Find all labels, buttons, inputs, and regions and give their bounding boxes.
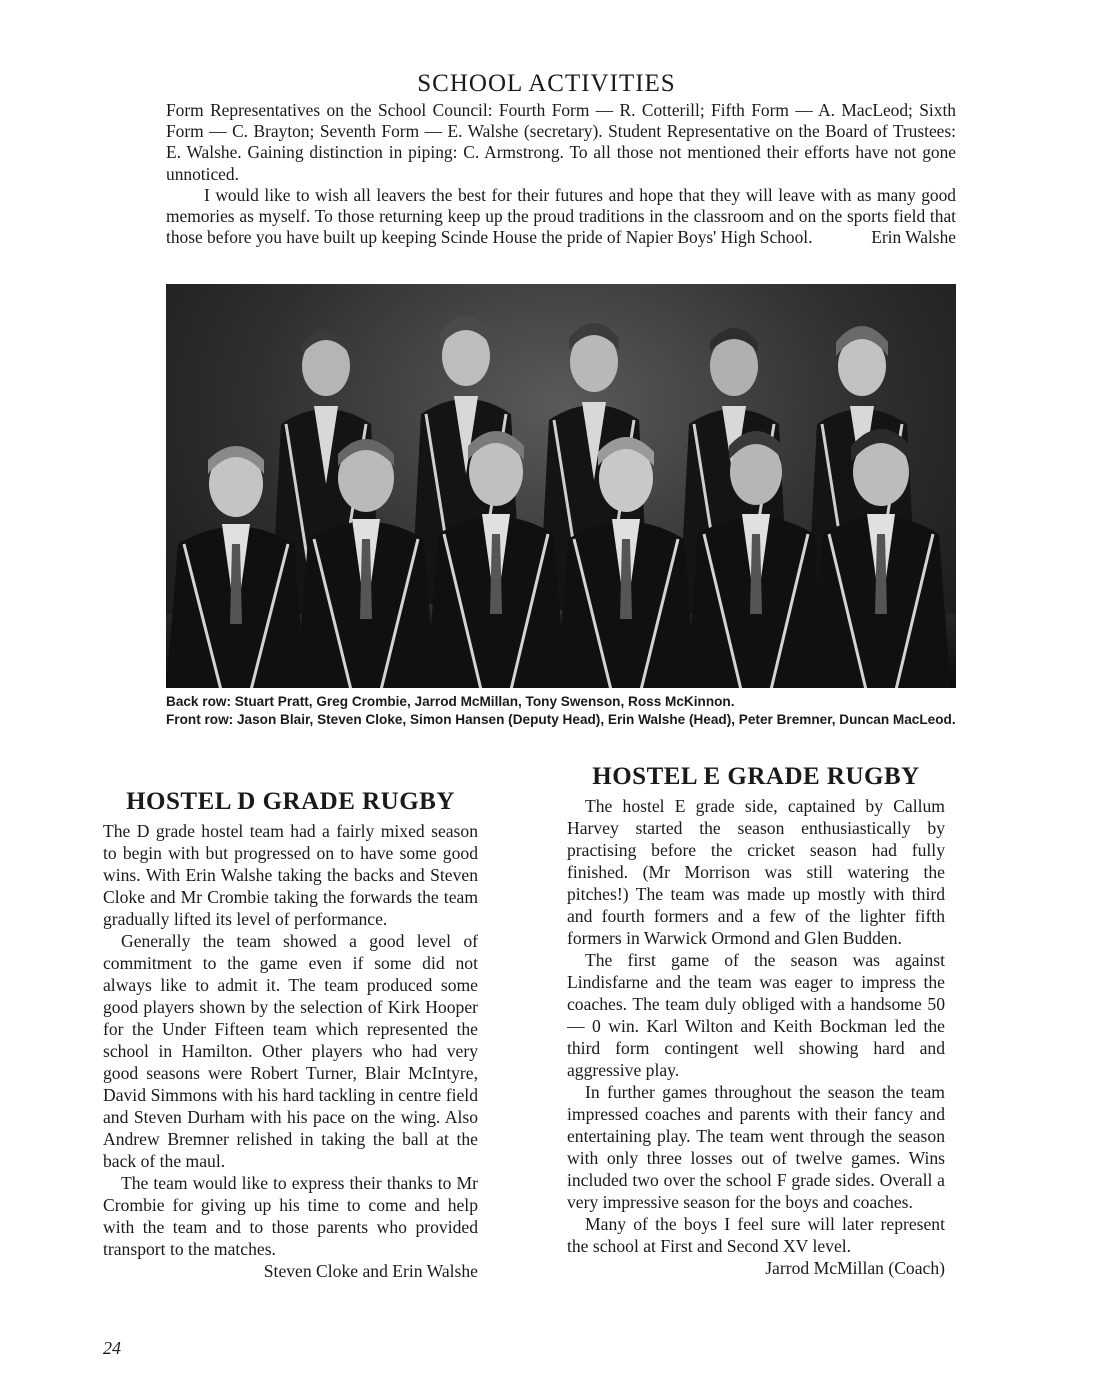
hostel-e-paragraph: In further games throughout the season the team impressed coaches and parents with their fancy and entertaining play. The team went through the season with only three losses out of twelve games. Wins included two over the school F grade sides. Overall a very impressive season for the boys and coaches. bbox=[567, 1082, 945, 1212]
team-photo bbox=[166, 284, 956, 688]
hostel-d-paragraph: Generally the team showed a good level of commitment to the game even if some did not always like to admit it. The team produced some good players shown by the selection of Kirk Hooper for the Under Fifteen team which represented the school in Hamilton. Other players who had very good seasons were Robert Turner, Blair McIntyre, David Simmons with his hard tackling in centre field and Steven Durham with his pace on the wing. Also Andrew Bremner relished in taking the ball at the back of the maul. bbox=[103, 931, 478, 1171]
intro-text bbox=[166, 100, 956, 249]
hostel-d-heading: HOSTEL D GRADE RUGBY bbox=[126, 788, 455, 815]
photo-caption bbox=[166, 693, 966, 728]
page-number: 24 bbox=[103, 1338, 121, 1358]
intro-paragraph-body: I would like to wish all leavers the best for their futures and hope that they will leave with as many good memories as myself. To those returning keep up the proud traditions in the classroom and on the sports field that those before you have built up keeping Scinde House the pride of Napier Boys' High School. bbox=[166, 184, 956, 248]
hostel-d-paragraph: The team would like to express their thanks to Mr Crombie for giving up his time to come and help with the team and to those parents who provided transport to the matches. bbox=[103, 1173, 478, 1259]
page-title: SCHOOL ACTIVITIES bbox=[417, 70, 676, 97]
intro-paragraph: Form Representatives on the School Council: Fourth Form — R. Cotterill; Fifth Form — A. MacLeod; Sixth Form — C. Brayton; Seventh Form — E. Walshe (secretary). Student Representative on the Board of Trustees: E. Walshe. Gaining distinction in piping: C. Armstrong. To all those not mentioned their efforts have not gone unnoticed. bbox=[166, 100, 956, 184]
hostel-e-article bbox=[567, 763, 945, 1279]
intro-signature: Erin Walshe bbox=[871, 227, 956, 248]
hostel-e-heading: HOSTEL E GRADE RUGBY bbox=[592, 763, 920, 790]
intro-paragraph bbox=[166, 185, 956, 249]
hostel-d-article bbox=[103, 788, 478, 1282]
hostel-d-signature: Steven Cloke and Erin Walshe bbox=[263, 1261, 478, 1281]
caption-back-row: Back row: Stuart Pratt, Greg Crombie, Jarrod McMillan, Tony Swenson, Ross McKinnon. bbox=[166, 694, 735, 709]
hostel-d-paragraph: The D grade hostel team had a fairly mixed season to begin with but progressed on to have some good wins. With Erin Walshe taking the backs and Steven Cloke and Mr Crombie taking the forwards the team gradually lifted its level of performance. bbox=[103, 821, 478, 929]
hostel-e-paragraph: The first game of the season was against Lindisfarne and the team was eager to impress the coaches. The team duly obliged with a handsome 50 — 0 win. Karl Wilton and Keith Bockman led the third form contingent well showing hard and aggressive play. bbox=[567, 950, 945, 1080]
caption-front-row: Front row: Jason Blair, Steven Cloke, Simon Hansen (Deputy Head), Erin Walshe (Head), Peter Bremner, Duncan MacLeod. bbox=[166, 711, 956, 727]
hostel-e-signature: Jarrod McMillan (Coach) bbox=[765, 1258, 945, 1278]
team-photo-illustration bbox=[166, 284, 956, 688]
hostel-e-paragraph: Many of the boys I feel sure will later represent the school at First and Second XV level. bbox=[567, 1214, 945, 1256]
hostel-e-paragraph: The hostel E grade side, captained by Callum Harvey started the season enthusiastically by practising before the cricket season had fully finished. (Mr Morrison was still watering the pitches!) The team was made up mostly with third and fourth formers and a few of the lighter fifth formers in Warwick Ormond and Glen Budden. bbox=[567, 796, 945, 948]
